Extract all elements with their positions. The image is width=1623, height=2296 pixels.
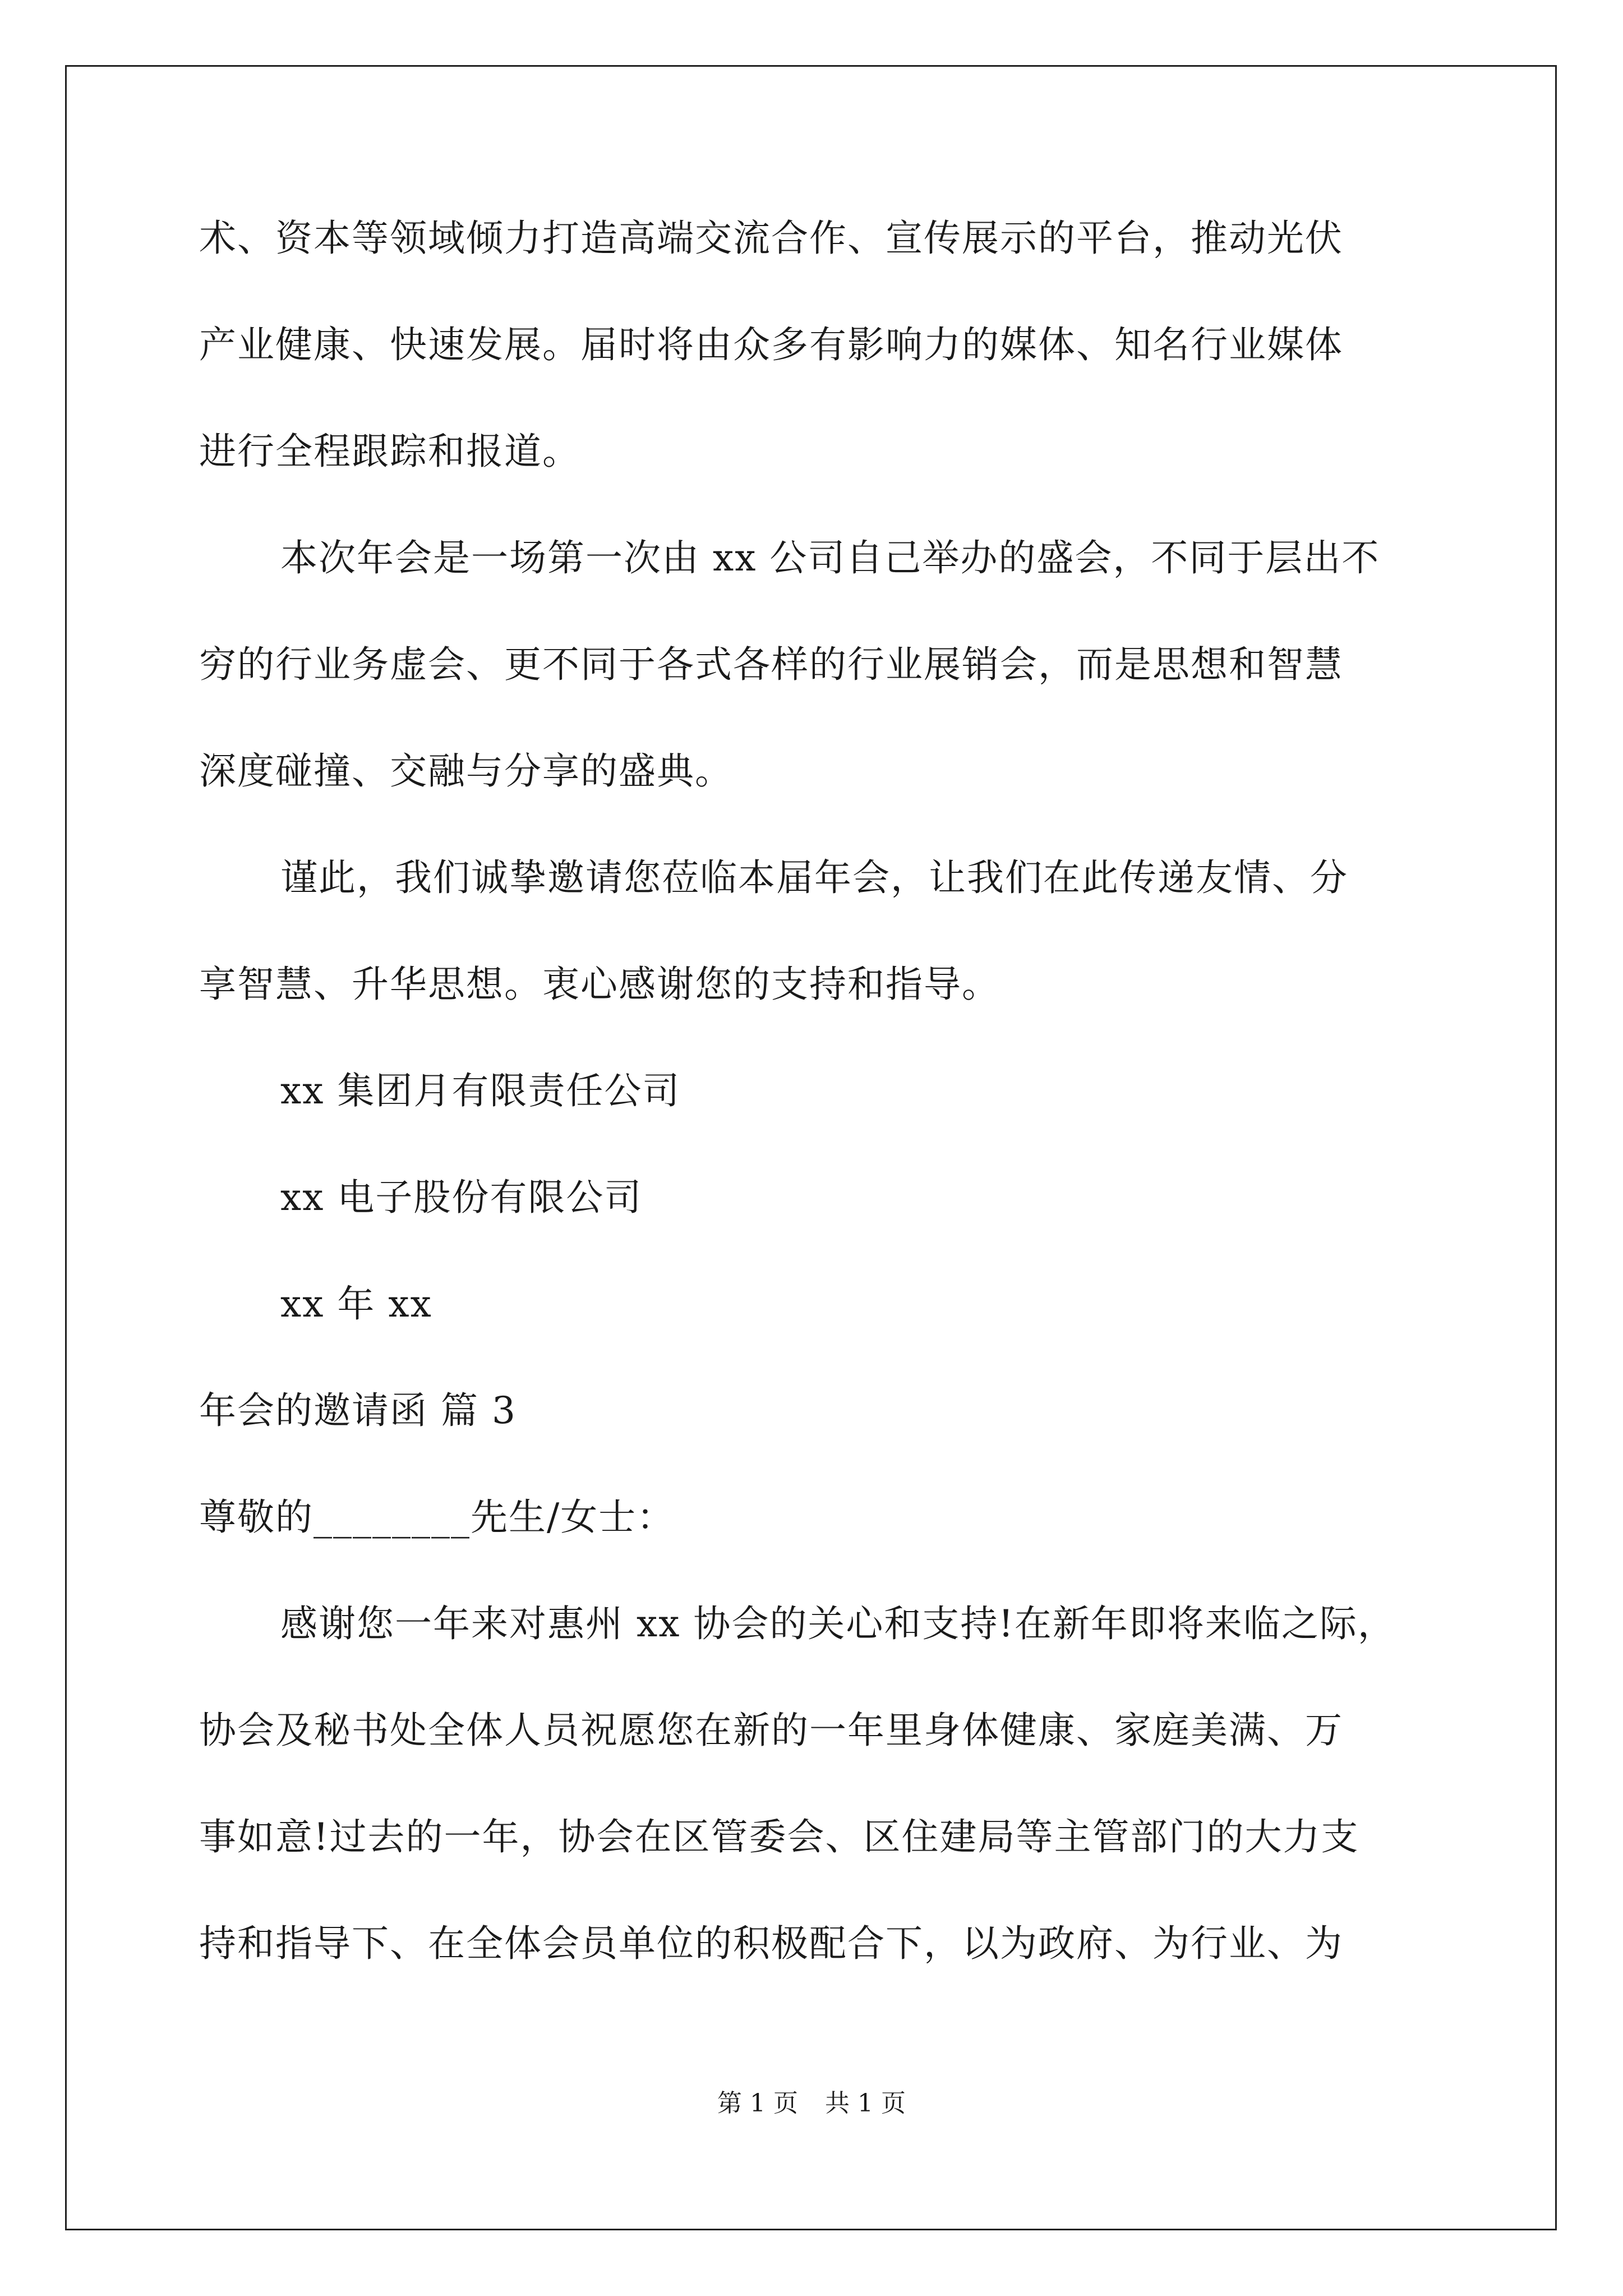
text-line: 术、资本等领域倾力打造高端交流合作、宣传展示的平台，推动光伏 [199,217,1343,260]
text-line: 事如意!过去的一年，协会在区管委会、区住建局等主管部门的大力支 [199,1815,1359,1858]
text-line: 产业健康、快速发展。届时将由众多有影响力的媒体、知名行业媒体 [199,323,1343,366]
text-line: 协会及秘书处全体人员祝愿您在新的一年里身体健康、家庭美满、万 [199,1709,1343,1752]
signature-company-2: xx 电子股份有限公司 [280,1176,643,1219]
signature-company-1: xx 集团月有限责任公司 [280,1069,681,1112]
paragraph-start: 谨此，我们诚挚邀请您莅临本届年会，让我们在此传递友情、分 [280,856,1348,899]
page-total: 共 1 页 [825,2089,906,2118]
text-line: 持和指导下、在全体会员单位的积极配合下，以为政府、为行业、为 [199,1922,1343,1965]
document-body [199,213,1433,2025]
signature-date: xx 年 xx [280,1282,432,1326]
section-heading: 年会的邀请函 篇 3 [199,1389,517,1432]
text-line: 进行全程跟踪和报道。 [199,430,580,473]
page-footer [0,2087,1623,2120]
paragraph-start: 本次年会是一场第一次由 xx 公司自己举办的盛会，不同于层出不 [280,536,1380,579]
salutation: 尊敬的________先生/女士： [199,1496,675,1539]
text-line: 穷的行业务虚会、更不同于各式各样的行业展销会，而是思想和智慧 [199,643,1343,686]
text-line: 深度碰撞、交融与分享的盛典。 [199,749,733,793]
page-number: 第 1 页 [717,2089,798,2118]
text-line: 享智慧、升华思想。衷心感谢您的支持和指导。 [199,963,1000,1006]
paragraph-start: 感谢您一年来对惠州 xx 协会的关心和支持!在新年即将来临之际， [280,1602,1396,1645]
